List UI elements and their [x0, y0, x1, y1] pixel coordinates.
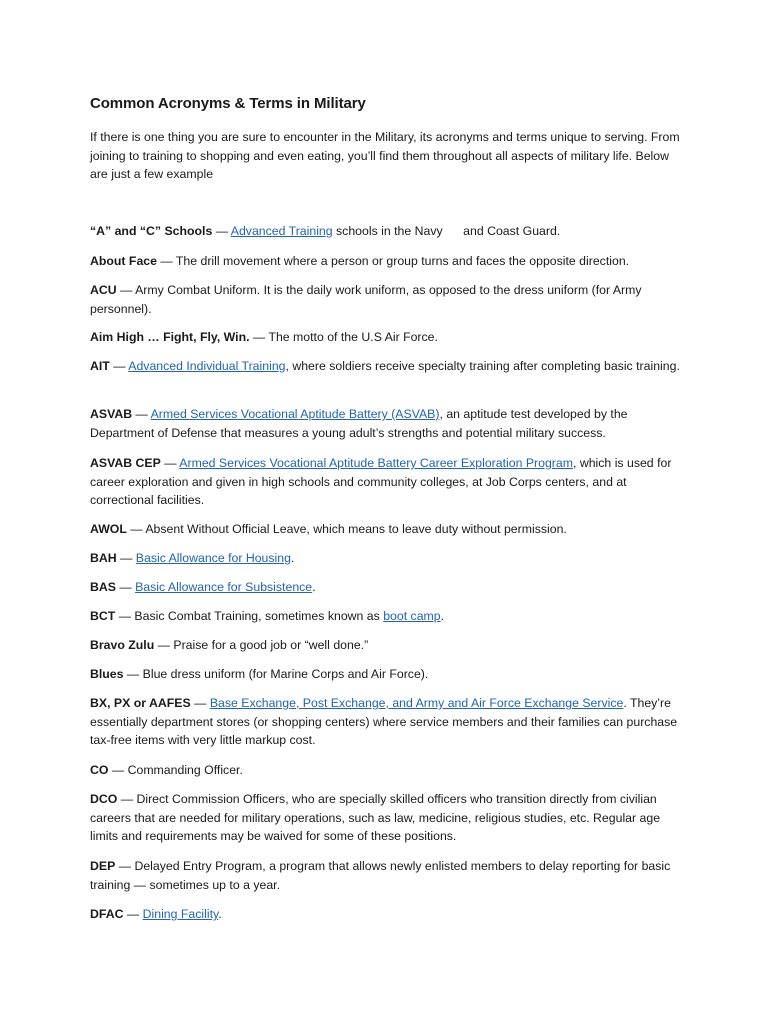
- entry-separator: —: [115, 580, 136, 594]
- entry-term: BAS: [90, 580, 116, 594]
- entry-separator: —: [190, 696, 210, 710]
- entry-text: Absent Without Official Leave, which means to leave duty without permission.: [145, 522, 567, 536]
- entry-term: BCT: [90, 609, 116, 623]
- entry-separator: —: [115, 609, 135, 623]
- entry-text: Delayed Entry Program, a program that allows newly enlisted members to delay reporting for basic training — sometimes up to a year.: [90, 859, 671, 892]
- entry-text: , where soldiers receive specialty training after completing basic training.: [285, 359, 680, 373]
- entry-awol: [90, 520, 690, 539]
- entry-text: The motto of the U.S Air Force.: [268, 330, 438, 344]
- entry-link[interactable]: Basic Allowance for Subsistence: [135, 580, 313, 594]
- entry-link[interactable]: Dining Facility: [142, 907, 219, 921]
- entry-separator: —: [116, 283, 136, 297]
- entry-asvab: [90, 405, 690, 442]
- entry-separator: —: [154, 638, 174, 652]
- entry-term: Bravo Zulu: [90, 638, 155, 652]
- entry-dep: [90, 857, 690, 894]
- entry-bct: [90, 607, 690, 626]
- entry-separator: —: [132, 407, 151, 421]
- entry-asvab-cep: [90, 454, 690, 510]
- entry-bx-px-aafes: [90, 694, 690, 750]
- entry-term: BX, PX or AAFES: [90, 696, 191, 710]
- entry-text: Direct Commission Officers, who are specially skilled officers who transition directly from civilian careers that are needed for military operations, such as law, medicine, religious studies, etc. Regular age limits and requirements may be waived for some of these positions.: [90, 792, 661, 843]
- entry-link[interactable]: boot camp: [383, 609, 441, 623]
- entry-about-face: [90, 252, 690, 271]
- entry-text: .: [218, 907, 222, 921]
- entry-text-end: .: [440, 609, 445, 623]
- entry-text: . They’re essentially department stores (or shopping centers) where service members and their families can purchase tax-free items with very little markup cost.: [90, 696, 678, 747]
- entry-text: The drill movement where a person or group turns and faces the opposite direction.: [175, 254, 630, 268]
- entry-text: Praise for a good job or “well done.”: [173, 638, 369, 652]
- entry-bah: [90, 549, 690, 568]
- entry-link[interactable]: Advanced Training: [230, 224, 333, 238]
- entry-term: AIT: [90, 359, 110, 373]
- entry-separator: —: [109, 359, 129, 373]
- entry-term: DEP: [90, 859, 116, 873]
- entry-dco: [90, 790, 690, 846]
- entry-text: , which is used for career exploration and given in high schools and community colleges, at Job Corps centers, and at correctional facilities.: [90, 456, 672, 507]
- entry-link[interactable]: Advanced Individual Training: [128, 359, 286, 373]
- entry-text: Army Combat Uniform. It is the daily work uniform, as opposed to the dress uniform (for Army personnel).: [90, 283, 642, 316]
- entry-term: DFAC: [90, 907, 124, 921]
- entry-separator: —: [117, 792, 137, 806]
- entry-separator: —: [212, 224, 231, 238]
- entry-separator: —: [160, 456, 180, 470]
- entry-text: Basic Combat Training, sometimes known as: [134, 609, 384, 623]
- entry-co: [90, 761, 690, 780]
- page-title: Common Acronyms & Terms in Military: [90, 95, 366, 112]
- entry-separator: —: [108, 763, 128, 777]
- entry-link[interactable]: Basic Allowance for Housing: [135, 551, 291, 565]
- entry-term: ASVAB CEP: [90, 456, 161, 470]
- entry-separator: —: [249, 330, 269, 344]
- entry-separator: —: [123, 667, 143, 681]
- entry-term: BAH: [90, 551, 117, 565]
- entry-separator: —: [126, 522, 146, 536]
- entry-text: .: [312, 580, 316, 594]
- entry-term: AWOL: [90, 522, 127, 536]
- entry-separator: —: [156, 254, 176, 268]
- entry-term: Blues: [90, 667, 124, 681]
- entry-text: , an aptitude test developed by the Department of Defense that measures a young adult’s strengths and potential military success.: [90, 407, 628, 440]
- entry-link[interactable]: Base Exchange, Post Exchange, and Army and Air Force Exchange Service: [209, 696, 624, 710]
- entry-a-c-schools: [90, 222, 690, 241]
- entry-text: Commanding Officer.: [127, 763, 243, 777]
- entry-term: ASVAB: [90, 407, 133, 421]
- entry-link[interactable]: Armed Services Vocational Aptitude Battery Career Exploration Program: [179, 456, 573, 470]
- entry-link[interactable]: Armed Services Vocational Aptitude Battery (ASVAB): [150, 407, 440, 421]
- entry-bravo-zulu: [90, 636, 690, 655]
- entry-bas: [90, 578, 690, 597]
- entry-term: “A” and “C” Schools: [90, 224, 213, 238]
- entry-dfac: [90, 905, 690, 924]
- entry-term: ACU: [90, 283, 117, 297]
- entry-separator: —: [116, 551, 136, 565]
- entry-separator: —: [123, 907, 143, 921]
- entry-term: CO: [90, 763, 109, 777]
- intro-paragraph: If there is one thing you are sure to encounter in the Military, its acronyms and terms unique to serving. From joining to training to shopping and even eating, you’ll find them throughout all aspects of military life. Below are just a few example: [90, 130, 680, 181]
- entry-ait: [90, 357, 690, 376]
- entry-text: .: [290, 551, 295, 565]
- entry-text: Blue dress uniform (for Marine Corps and Air Force).: [142, 667, 429, 681]
- entry-separator: —: [115, 859, 135, 873]
- entry-term: DCO: [90, 792, 118, 806]
- entry-term: Aim High … Fight, Fly, Win.: [90, 330, 250, 344]
- entry-blues: [90, 665, 690, 684]
- entry-term: About Face: [90, 254, 157, 268]
- entry-acu: [90, 281, 690, 318]
- entry-text: schools in the Navy and Coast Guard.: [332, 224, 561, 238]
- entry-aim-high: [90, 328, 690, 347]
